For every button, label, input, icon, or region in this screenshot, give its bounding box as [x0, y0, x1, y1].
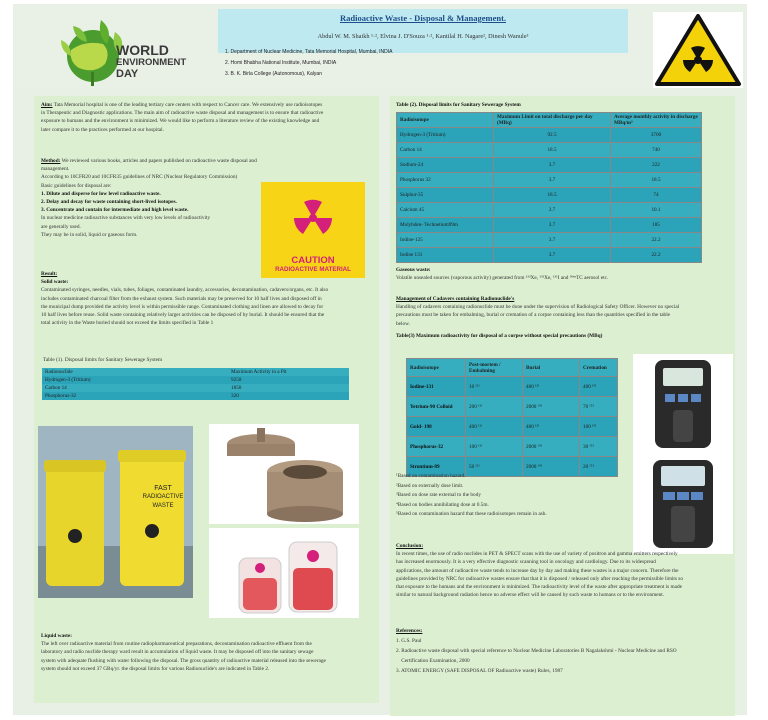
table2-cell: Hydrogen-3 (Tritium)	[397, 128, 494, 143]
table3-cell: Gold- 198	[407, 417, 466, 437]
lead-shield-container-photo	[209, 424, 359, 524]
table2-cell: 222	[611, 158, 702, 173]
table2	[396, 112, 702, 263]
cadaver-heading: Management of Cadavers containing Radionuclide's	[396, 296, 515, 302]
table3-cell: 400 ⁽³⁾	[580, 377, 618, 397]
table-row	[407, 377, 618, 397]
aim-line-4: later compare it to the practices performed at our hospital.	[41, 126, 164, 133]
table2-cell: 18.5	[494, 188, 611, 203]
table-row	[407, 397, 618, 417]
method-line-2: Basic guidelines for disposal are:	[41, 182, 112, 189]
caution-label: CAUTION	[291, 255, 335, 266]
table2-cell: 3.7	[494, 233, 611, 248]
conclusion-line-3: applications, the amount of radioactive waste tends to increase day by day and making these wastes is a major concern. Therefore the	[396, 567, 679, 574]
gaseous-heading: Gaseous waste:	[396, 267, 431, 273]
table2-cell: Iodine 131	[397, 248, 494, 263]
conclusion-section	[396, 542, 731, 599]
solid-waste-heading: Solid waste:	[41, 279, 69, 286]
table3-header-cell: Cremation	[580, 359, 618, 377]
table1-cell: 1850	[231, 385, 242, 391]
table1-header-cell: Radionuclide	[45, 369, 73, 375]
table2-cell: Phosphorus 32	[397, 173, 494, 188]
table2-cell: 18.5	[611, 173, 702, 188]
references-heading: References:	[396, 628, 423, 634]
solid-line-3: the municipal dump provided the activity level is within permissible range. Contaminated clothing and linen are allowed to decay for	[41, 303, 324, 310]
table2-header-cell: Maximum Limit on total discharge per day (MBq)	[494, 113, 611, 128]
cadaver-line-2: precautions must be taken for embalming, burial or cremation of a corpse containing less than the quantities specified in the table	[396, 312, 671, 319]
table1-header-row	[42, 368, 349, 376]
table3-cell: Strontium-89	[407, 457, 466, 477]
table3-cell: 2000 ⁽⁴⁾	[523, 457, 580, 477]
table3-cell: Yetrium-90 Colloid	[407, 397, 466, 417]
cadaver-section	[396, 295, 731, 328]
table-row	[407, 437, 618, 457]
table2-cell: Sulphur-35	[397, 188, 494, 203]
table2-header-cell: Average monthly activity in discharge MBq/m³	[611, 113, 702, 128]
shielded-vials-photo	[209, 528, 359, 618]
table2-cell: 74	[611, 188, 702, 203]
footnote-4: ⁴Based on bodies annihilating dose at 0.5m.	[396, 501, 489, 508]
cadaver-line-3: below.	[396, 320, 410, 327]
table3-cell: 50 ⁽¹⁾	[466, 457, 523, 477]
reference-2: 2. Radioactive waste disposal with special reference to Nuclear Medicine Laboratories B Nagalakshmi - Nuclear Medicine and RSO	[396, 648, 677, 654]
table3-cell: 100 ⁽³⁾	[580, 417, 618, 437]
guideline-1: 1. Dilute and disperse for low level radioactive waste.	[41, 190, 161, 197]
table2-caption	[396, 101, 521, 109]
solid-line-5: total activity in the Waste buried should not exceed the limits specified in Table 1	[41, 320, 214, 327]
table2-cell: 22.2	[611, 248, 702, 263]
table3-caption	[396, 332, 731, 340]
conclusion-line-2: has increased enormously. It is a very effective diagnostic scanning tool in oncology and cardiology. Due to its widespread	[396, 559, 656, 566]
liquid-line-2: laboratory and radio nuclide therapy ward result in accumulation of liquid waste. It may be disposed off into the sanitary sewage	[41, 649, 314, 656]
conclusion-line-4: guidelines provided by NRC for radioactive wastes ensure that that it is disposed / released only after reaching the permissible limits so	[396, 575, 683, 582]
bin-label-line-2: RADIOACTIVE	[142, 494, 184, 500]
bin-label-line-3: WASTE	[152, 503, 174, 509]
gaseous-section	[396, 266, 731, 282]
gaseous-text: Volatile unsealed sources (vaporous activity) generated from ¹³³Xe, ¹³¹Xe, ¹³¹I and ⁹⁹ᵐTC aerosol etc.	[396, 275, 609, 282]
footnote-3: ³Based on dose rate external to the body	[396, 492, 481, 498]
guideline-2: 2. Delay and decay for waste containing short-lived isotopes.	[41, 199, 177, 206]
conclusion-line-5: that exposure to the humans and the environment is minimized. The radioactivity level of the waste after appropriate treatment is made	[396, 584, 682, 591]
table3-cell: 70 ⁽⁵⁾	[580, 397, 618, 417]
table1-cell: Carbon 14	[45, 385, 67, 391]
table-row	[42, 376, 349, 384]
guideline-3: 3. Concentrate and contain for intermediate and high level waste.	[41, 207, 189, 214]
table3-header-cell: Radioisotope	[407, 359, 466, 377]
affiliation-2: 2. Homi Bhabha National Institute, Mumbai, INDIA	[225, 60, 337, 66]
reference-2-cont: Certification Examination, 2000	[396, 658, 470, 664]
poster-authors: Abdul W. M. Shaikh ¹·², Elvina J. D'Souza ¹·², Kantilal H. Nagare², Dinesh Wanule³	[317, 33, 529, 40]
result-section	[41, 270, 376, 327]
table2-cell: 3.7	[494, 218, 611, 233]
conclusion-line-6: similar to natural background radiation hence no adverse effect will be caused by such waste to humans or to the environment.	[396, 592, 665, 599]
table3-cell: Iodine-131	[407, 377, 466, 397]
table2-cell: 3.7	[494, 158, 611, 173]
table1-header-cell: Maximum Activity in a Pit	[231, 369, 287, 375]
table3-header-cell: Burial	[523, 359, 580, 377]
table1	[42, 368, 349, 400]
radiation-hazard-icon	[653, 12, 743, 88]
liquid-section	[41, 632, 376, 673]
table3-cell: 100 ⁽¹⁾	[466, 437, 523, 457]
table2-cell: 3700	[611, 128, 702, 143]
liquid-line-3: system with adequate flushing with water following the disposal. The gross quantity of radioactive material released into the sewerage	[41, 657, 326, 664]
solid-line-4: 10 half lives before reuse. Solid waste containing relatively larger activities can be disposed of by burial. It should be ensured that the	[41, 312, 325, 319]
aim-section	[41, 101, 376, 134]
footnote-2: ²Based on externally dose limit.	[396, 482, 464, 489]
cadaver-line-1: Handling of cadavers containing radionuclide must be done under the supervision of Radiological Safety Officer. However no special	[396, 304, 680, 311]
table2-cell: 3.7	[494, 248, 611, 263]
table2-cell: Sodium-24	[397, 158, 494, 173]
logo-word-2: ENVIRONMENT	[116, 57, 187, 68]
affiliation-1: 1. Department of Nuclear Medicine, Tata Memorial Hospital, Mumbai, INDIA	[225, 49, 393, 55]
logo-word-1: WORLD	[116, 42, 169, 58]
table3-cell: 30 ⁽⁵⁾	[580, 437, 618, 457]
table2-header-cell: Radioisotope	[397, 113, 494, 128]
aim-line-2: in Therapeutic and Diagnostic applications. The main aim of radioactive waste disposal and management is to ensure that radioactive	[41, 110, 324, 117]
aim-line-3: exposure to humans and the environment is minimized. We would like to perform a literature review of the existing knowledge and	[41, 118, 320, 125]
table2-cell: 10.1	[611, 203, 702, 218]
table3-cell: 10 ⁽¹⁾	[466, 377, 523, 397]
conclusion-line-1: In recent times, the use of radio nuclides in PET & SPECT scans with the use of variety of positron and gamma emitters respectively	[396, 551, 678, 558]
method-line-1: According to 10CFR20 and 10CFR35 guidelines of NRC (Nuclear Regulatory Commission)	[41, 174, 238, 181]
aim-heading: Aim:	[41, 102, 53, 108]
reference-3: 3. ATOMIC ENERGY (SAFE DISPOSAL OF Radioactive waste) Rules, 1987	[396, 668, 563, 674]
logo-word-3: DAY	[116, 68, 139, 80]
table2-cell: Molybden- Technetium99m	[397, 218, 494, 233]
table-row	[397, 233, 702, 248]
table2-cell: 22.2	[611, 233, 702, 248]
table-row	[42, 392, 349, 400]
footnote-1: ¹Based on contamination hazard.	[396, 473, 466, 479]
poster-title: Radioactive Waste - Disposal & Management.	[339, 13, 507, 23]
table2-cell: Iodine-125	[397, 233, 494, 248]
table3-cell: 400 ⁽²⁾	[523, 417, 580, 437]
table-row	[397, 173, 702, 188]
table3-cell: Phosphorus-32	[407, 437, 466, 457]
survey-meter-photo-2	[633, 454, 733, 554]
table3-cell: 400 ⁽²⁾	[523, 377, 580, 397]
affiliation-3: 3. B. K. Birla College (Autonomous), Kalyan	[225, 71, 322, 77]
table3-header-row	[407, 359, 618, 377]
table3-cell: 2000 ⁽⁴⁾	[523, 437, 580, 457]
table-row	[397, 218, 702, 233]
solid-line-2: includes contaminated charcoal filter from the exhaust system. Such materials may be preserved for 10 half lives and disposed off in	[41, 295, 322, 302]
bin-label-line-1: FAST	[154, 485, 172, 492]
references-section	[396, 626, 731, 676]
footnote-5: ⁵Based on contamination hazard that these radioisotopes remain in ash.	[396, 511, 547, 517]
table3-cell: 400 ⁽¹⁾	[466, 417, 523, 437]
table2-header-row	[397, 113, 702, 128]
table-row	[42, 384, 349, 392]
table-row	[397, 128, 702, 143]
table2-cell: 740	[611, 143, 702, 158]
footnotes	[396, 472, 626, 520]
table2-caption-text: Table (2). Disposal limits for Sanitary Sewerage System	[396, 102, 521, 108]
method-section	[41, 157, 281, 239]
table1-cell: Hydrogen-3 (Tritium)	[45, 377, 91, 383]
reference-1: 1. G.S. Paul	[396, 638, 422, 644]
table3-cell: 2000 ⁽⁴⁾	[523, 397, 580, 417]
table3	[406, 358, 618, 477]
table2-cell: 185	[611, 218, 702, 233]
table3-caption-text: Table(3) Maximum radioactivity for disposal of a corpse without special precautions (MBq)	[396, 333, 603, 339]
table-row	[407, 417, 618, 437]
table2-cell: 3.7	[494, 173, 611, 188]
radioactive-material-label: RADIOACTIVE MATERIAL	[275, 266, 351, 273]
radioactive-waste-bins-photo	[38, 426, 193, 598]
table-row	[397, 203, 702, 218]
method-text: We reviewed various books, articles and papers published on radioactive waste disposal and management.	[41, 158, 257, 173]
table1-cell: 320	[231, 393, 239, 399]
title-block	[218, 9, 628, 53]
liquid-line-4: system should not exceed 37 GBq/yr. the disposal limits for various Radionuclide's are indicated in Table 2.	[41, 665, 270, 672]
liquid-line-1: The left over radioactive material from routine radiopharmaceutical preparations, decontamination radioactive effluent from the	[41, 641, 312, 648]
table3-cell: 20 ⁽⁵⁾	[580, 457, 618, 477]
table-row	[397, 143, 702, 158]
conclusion-heading: Conclusion:	[396, 543, 424, 549]
survey-meter-photo-1	[633, 354, 733, 454]
table-row	[397, 158, 702, 173]
table3-header-cell: Post-mortem / Embalming	[466, 359, 523, 377]
table2-cell: 18.5	[494, 143, 611, 158]
table1-cell: Phosphorus-32	[45, 393, 77, 399]
table2-cell: 3.7	[494, 203, 611, 218]
liquid-waste-heading: Liquid waste:	[41, 633, 73, 639]
table3-cell: 200 ⁽¹⁾	[466, 397, 523, 417]
solid-line-1: Contaminated syringes, needles, vials, tubes, foliages, contaminated laundry, accessories, decontamination, cadavers/organs, etc. It also	[41, 287, 329, 294]
table1-cell: 9250	[231, 377, 242, 383]
result-heading: Result:	[41, 271, 58, 277]
table2-cell: Carbon 14	[397, 143, 494, 158]
table-row	[397, 248, 702, 263]
table2-cell: 92.5	[494, 128, 611, 143]
nuclear-line-2: are generally used.	[41, 223, 81, 230]
table-row	[397, 188, 702, 203]
table2-cell: Calcium 45	[397, 203, 494, 218]
method-heading: Method:	[41, 158, 61, 164]
poster	[13, 4, 747, 715]
table1-caption: Table (1). Disposal limits for Sanitary Sewerage System	[43, 357, 163, 363]
aim-line-1: Tata Memorial hospital is one of the leading tertiary care centers with respect to Cancer care. We extensively use radioisotopes	[53, 102, 323, 108]
forms-text: They may be in solid, liquid or gaseous form.	[41, 231, 138, 238]
nuclear-line-1: In nuclear medicine radioactive substances with very low levels of radioactivity	[41, 215, 211, 222]
